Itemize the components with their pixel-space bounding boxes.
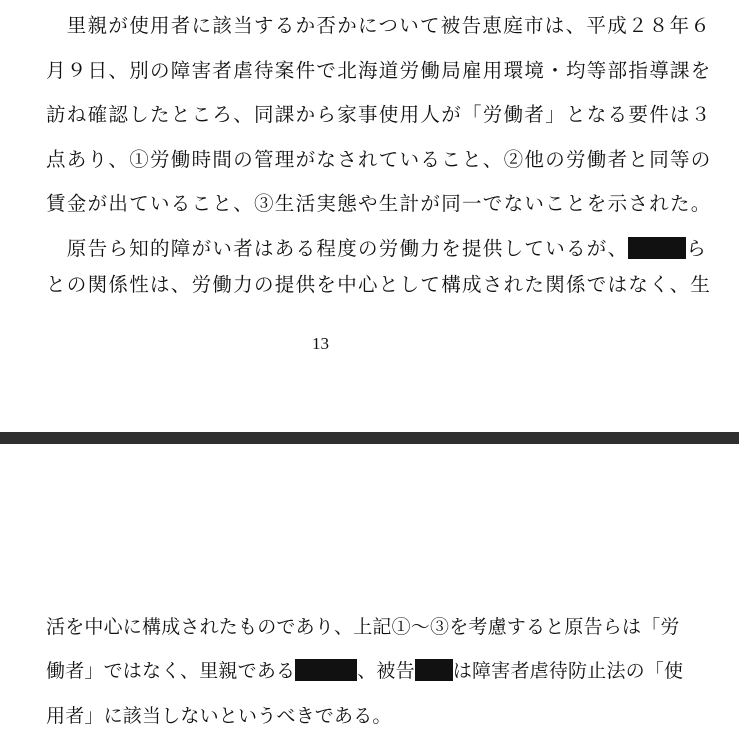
text-line-7: との関係性は、労働力の提供を中心として構成された関係ではなく、生	[46, 273, 712, 296]
redaction-block	[628, 237, 686, 259]
text-line-2: 月９日、別の障害者虐待案件で北海道労働局雇用環境・均等部指導課を	[46, 59, 712, 82]
text-line-9-part-c: は障害者虐待防止法の「使	[452, 660, 684, 682]
page-number: 13	[312, 334, 329, 353]
text-line-9-part-a: 働者」ではなく、里親である	[46, 660, 296, 682]
redaction-block	[415, 659, 453, 681]
text-line-4: 点あり、①労働時間の管理がなされていること、②他の労働者と同等の	[46, 148, 712, 171]
text-line-3: 訪ね確認したところ、同課から家事使用人が「労働者」となる要件は３	[46, 103, 712, 126]
page-divider	[0, 432, 739, 444]
text-line-5: 賃金が出ていること、③生活実態や生計が同一でないことを示された。	[46, 192, 712, 215]
text-line-6-body: 原告ら知的障がい者はある程度の労働力を提供しているが、	[46, 237, 629, 260]
text-line-8: 活を中心に構成されたものであり、上記①～③を考慮すると原告らは「労	[46, 616, 680, 638]
text-line-9-part-b: 、被告	[357, 660, 415, 682]
redaction-block	[295, 659, 357, 681]
text-line-10: 用者」に該当しないというべきである。	[46, 705, 392, 727]
text-line-6-tail: ら	[686, 237, 708, 260]
text-line-9	[46, 658, 683, 684]
text-line-6	[46, 236, 707, 262]
document-page-bottom	[0, 444, 739, 739]
text-line-1: 里親が使用者に該当するか否かについて被告恵庭市は、平成２８年６	[46, 14, 712, 37]
